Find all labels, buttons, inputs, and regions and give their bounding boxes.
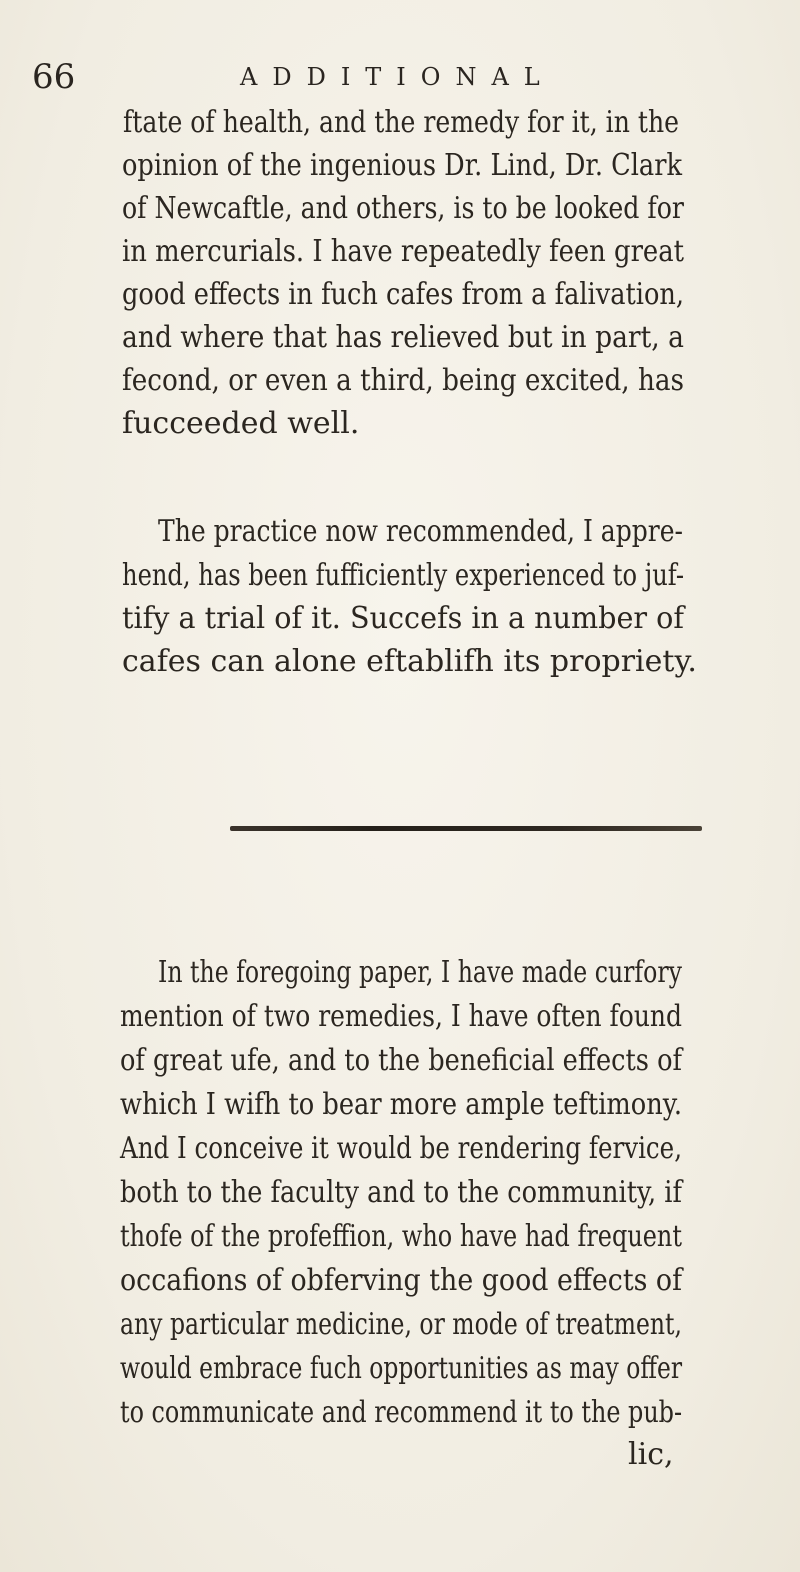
page-header <box>32 52 768 102</box>
text-line: cafes can alone eftablifh its propriety. <box>122 644 697 679</box>
text-line: in mercurials. I have repeatedly feen great <box>122 234 685 269</box>
text-line: The practice now recommended, I appre- <box>158 514 684 549</box>
running-head: ADDITIONAL <box>240 63 555 91</box>
text-line: to communicate and recommend it to the pub- <box>120 1395 683 1430</box>
text-line: of great ufe, and to the beneficial effects of <box>120 1043 683 1078</box>
text-line: And I conceive it would be rendering fervice, <box>120 1131 683 1166</box>
text-line: of Newcaftle, and others, is to be looked for <box>122 191 684 226</box>
text-line: both to the faculty and to the community, if <box>120 1175 682 1210</box>
text-line: which I wifh to bear more ample teftimony. <box>120 1087 683 1122</box>
text-line: thofe of the profeffion, who have had frequent <box>120 1219 682 1254</box>
catchword: lic, <box>628 1437 674 1472</box>
text-line: In the foregoing paper, I have made curfory <box>158 955 682 990</box>
text-line: occafions of obferving the good effects of <box>120 1263 683 1298</box>
page-number: 66 <box>32 57 76 97</box>
text-line: any particular medicine, or mode of treatment, <box>120 1307 683 1342</box>
text-line: mention of two remedies, I have often found <box>120 999 682 1034</box>
text-line: ftate of health, and the remedy for it, in the <box>123 105 680 140</box>
text-line: fecond, or even a third, being excited, has <box>122 363 685 398</box>
text-line: and where that has relieved but in part, a <box>122 320 685 355</box>
text-line: tify a trial of it. Succefs in a number of <box>122 601 684 636</box>
text-line: would embrace fuch opportunities as may offer <box>120 1351 683 1386</box>
text-line: fucceeded well. <box>122 406 360 441</box>
text-line: good effects in fuch cafes from a falivation, <box>122 277 685 312</box>
text-line: opinion of the ingenious Dr. Lind, Dr. Clark <box>122 148 682 183</box>
section-divider-rule <box>230 826 702 831</box>
text-line: hend, has been fufficiently experienced to juf- <box>122 558 685 593</box>
